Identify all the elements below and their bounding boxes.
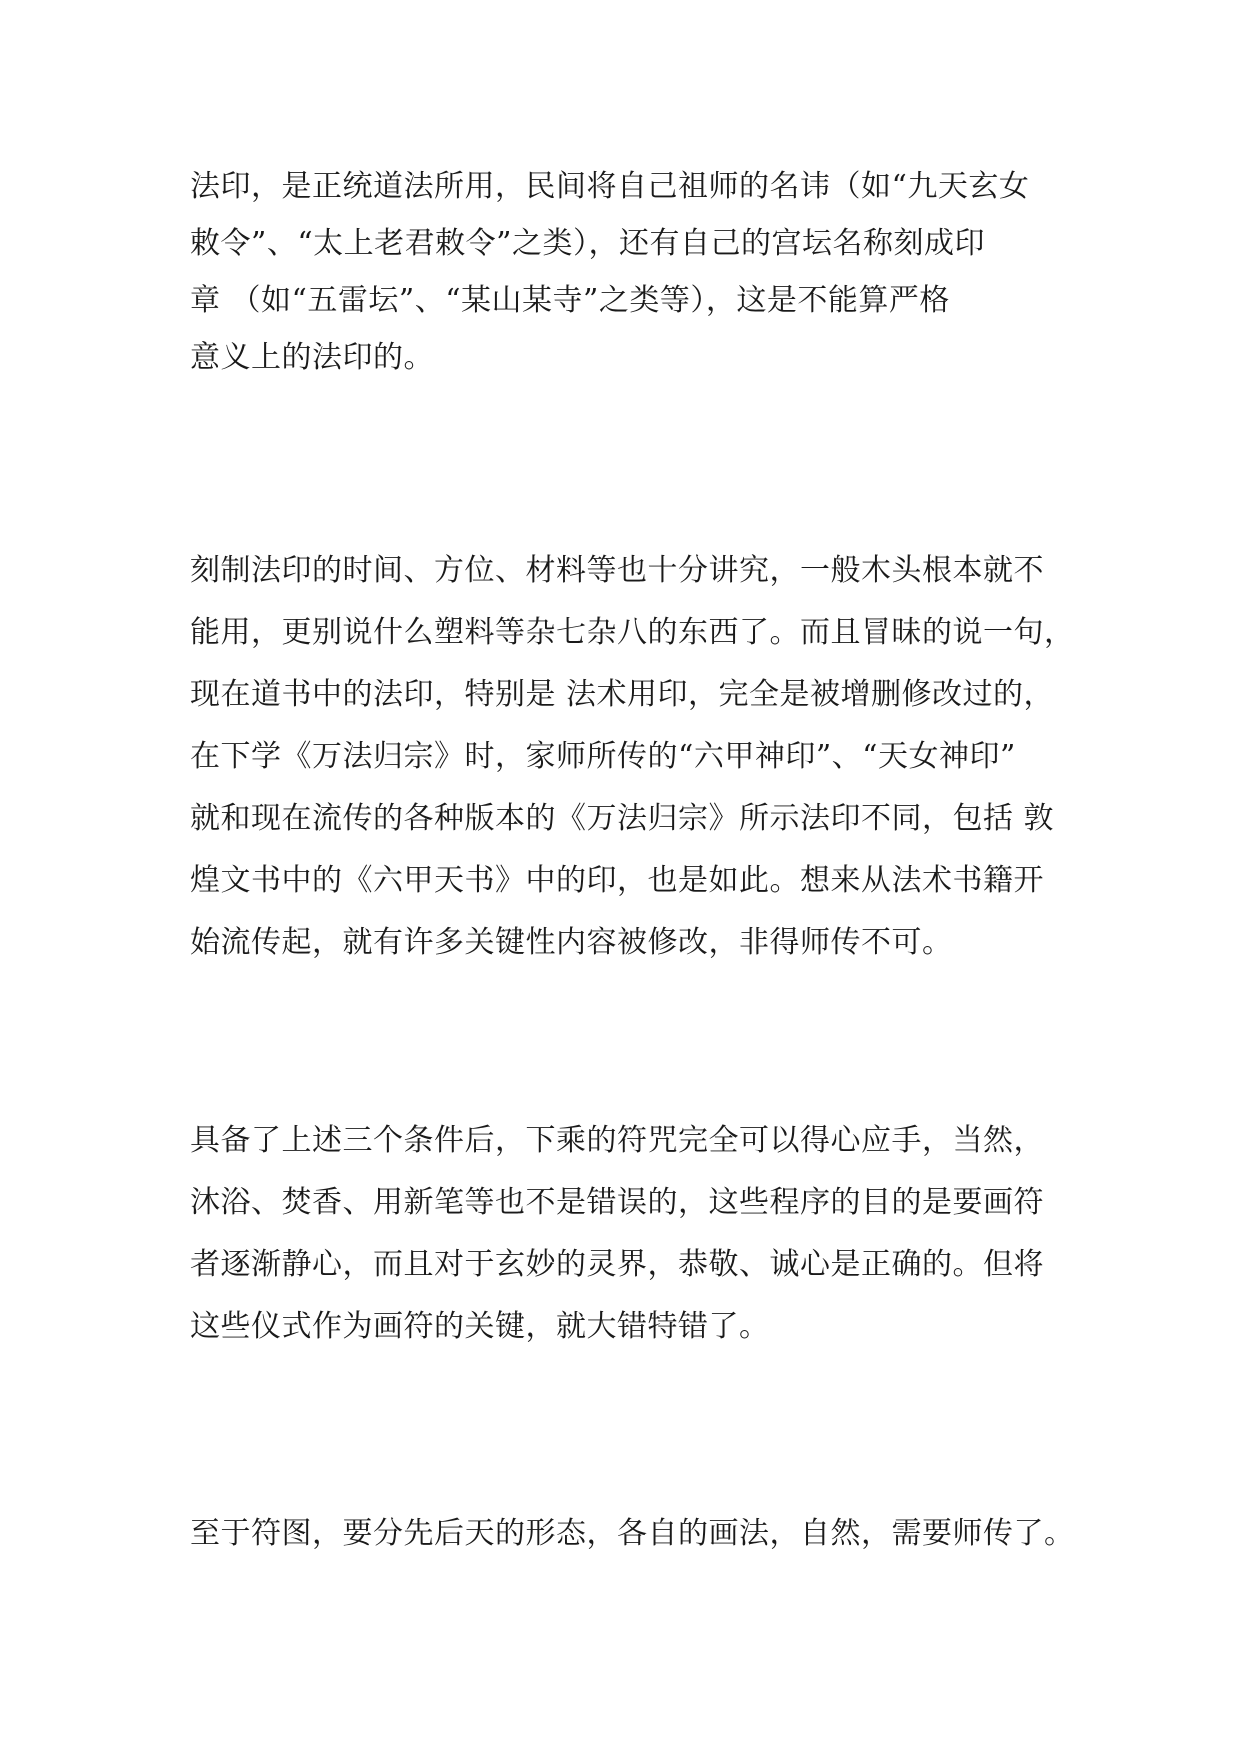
text-line: 章 （如“五雷坛”、“某山某寺”之类等），这是不能算严格 (190, 283, 950, 318)
text-line: 在下学《万法归宗》时，家师所传的“六甲神印”、“天女神印” (190, 739, 1016, 774)
text-line: 始流传起，就有许多关键性内容被修改，非得师传不可。 (190, 925, 953, 960)
text-line: 这些仪式作为画符的关键，就大错特错了。 (190, 1309, 770, 1344)
text-line: 具备了上述三个条件后，下乘的符咒完全可以得心应手，当然， (190, 1123, 1044, 1158)
document-page (190, 0, 1075, 1754)
paragraph-2 (190, 540, 1075, 974)
text-line: 者逐渐静心，而且对于玄妙的灵界，恭敬、诚心是正确的。但将 (190, 1247, 1044, 1282)
text-line: 意义上的法印的。 (190, 340, 434, 375)
text-line: 法印，是正统道法所用，民间将自己祖师的名讳（如“九天玄女 (190, 169, 1030, 204)
text-line: 沐浴、焚香、用新笔等也不是错误的，这些程序的目的是要画符 (190, 1185, 1044, 1220)
text-line: 现在道书中的法印，特别是 法术用印，完全是被增删修改过的， (190, 677, 1055, 712)
paragraph-1 (190, 158, 1060, 386)
paragraph-3 (190, 1110, 1060, 1358)
text-line: 敕令”、“太上老君敕令”之类），还有自己的宫坛名称刻成印 (190, 226, 986, 261)
text-line: 就和现在流传的各种版本的《万法归宗》所示法印不同，包括 敦 (190, 801, 1055, 836)
text-line: 刻制法印的时间、方位、材料等也十分讲究，一般木头根本就不 (190, 553, 1044, 588)
text-line: 能用，更别说什么塑料等杂七杂八的东西了。而且冒昧的说一句， (190, 615, 1075, 650)
text-line: 至于符图，要分先后天的形态，各自的画法，自然，需要师传了。 (190, 1516, 1075, 1551)
paragraph-4 (190, 1505, 1075, 1563)
text-line: 煌文书中的《六甲天书》中的印，也是如此。想来从法术书籍开 (190, 863, 1044, 898)
